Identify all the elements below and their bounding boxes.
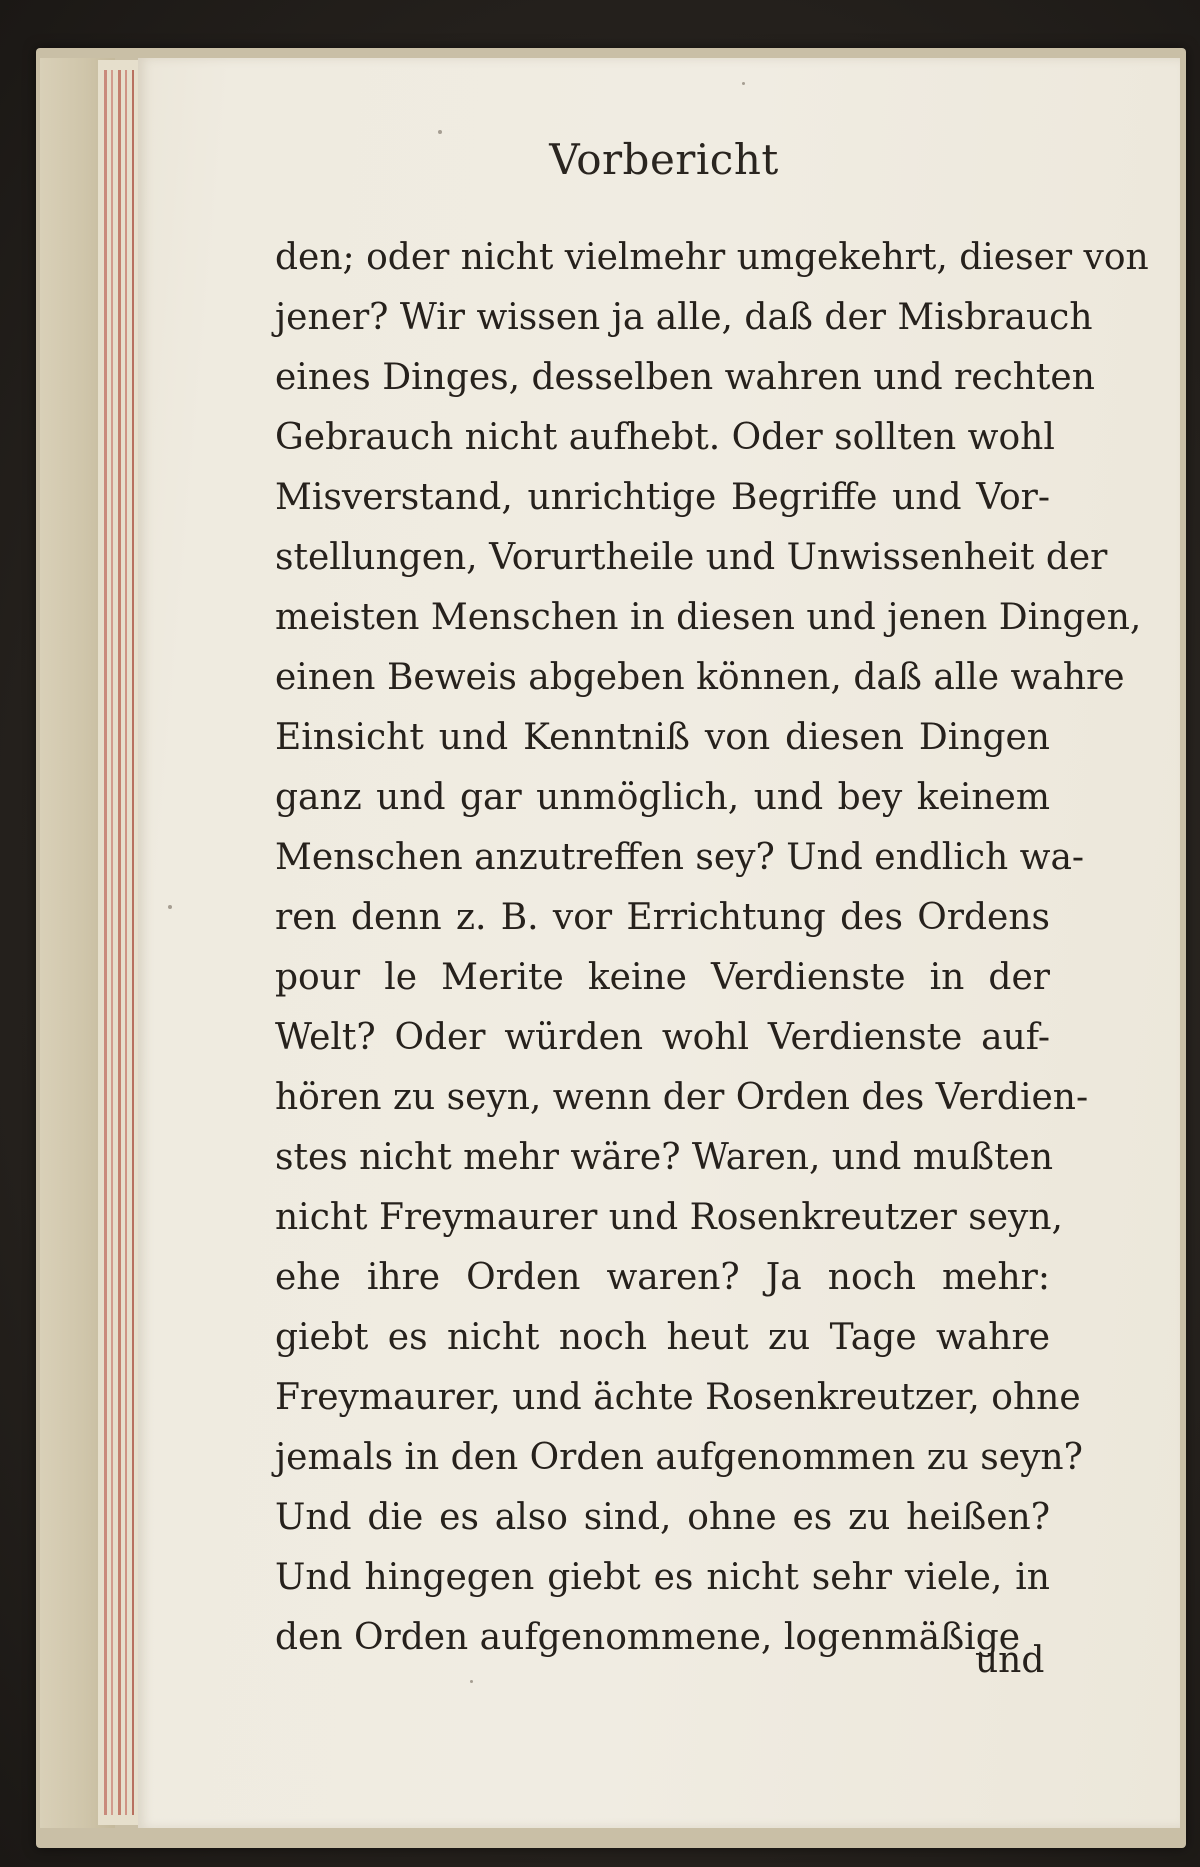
catchword: und <box>975 1640 1045 1681</box>
fore-edge-line <box>104 70 107 1815</box>
text-line: Und die es also sind, ohne es zu heißen? <box>275 1497 1050 1538</box>
text-line: Welt? Oder würden wohl Verdienste auf- <box>275 1017 1050 1058</box>
running-head-text: Vorbericht <box>549 135 779 184</box>
text-line: eines Dinges, desselben wahren und rechten <box>275 357 1095 398</box>
text-line: ganz und gar unmöglich, und bey keinem <box>275 777 1050 818</box>
fore-edge-line <box>111 70 113 1815</box>
paper-speck <box>168 905 172 909</box>
fore-edge-line <box>125 70 127 1815</box>
text-line: Menschen anzutreffen sey? Und endlich wa- <box>275 837 1085 878</box>
text-line: jener? Wir wissen ja alle, daß der Misbrauch <box>275 297 1093 338</box>
paper-speck <box>438 130 442 134</box>
text-line: nicht Freymaurer und Rosenkreutzer seyn, <box>275 1197 1063 1238</box>
fore-edge-line <box>118 70 121 1815</box>
text-line: meisten Menschen in diesen und jenen Dingen, <box>275 597 1142 638</box>
text-line: Einsicht und Kenntniß von diesen Dingen <box>275 717 1050 758</box>
text-line: stellungen, Vorurtheile und Unwissenheit der <box>275 537 1108 578</box>
text-line: jemals in den Orden aufgenommen zu seyn? <box>275 1437 1083 1478</box>
running-head <box>0 135 1200 184</box>
text-line: den; oder nicht vielmehr umgekehrt, dieser von <box>275 237 1149 278</box>
text-line: Gebrauch nicht aufhebt. Oder sollten wohl <box>275 417 1055 458</box>
text-line: Freymaurer, und ächte Rosenkreutzer, ohne <box>275 1377 1081 1418</box>
text-line: giebt es nicht noch heut zu Tage wahre <box>275 1317 1050 1358</box>
text-line: hören zu seyn, wenn der Orden des Verdien- <box>275 1077 1089 1118</box>
text-line: den Orden aufgenommene, logenmäßige <box>275 1617 1021 1658</box>
text-line: Und hingegen giebt es nicht sehr viele, in <box>275 1557 1050 1598</box>
text-line: stes nicht mehr wäre? Waren, und mußten <box>275 1137 1054 1178</box>
paper-speck <box>470 1680 473 1683</box>
fore-edge-line <box>132 70 134 1815</box>
text-line: Misverstand, unrichtige Begriffe und Vor- <box>275 477 1050 518</box>
text-line: ehe ihre Orden waren? Ja noch mehr: <box>275 1257 1050 1298</box>
paper-speck <box>742 82 745 85</box>
body-text <box>275 228 1149 1668</box>
text-line: ren denn z. B. vor Errichtung des Ordens <box>275 897 1050 938</box>
text-line: pour le Merite keine Verdienste in der <box>275 957 1050 998</box>
text-line: einen Beweis abgeben können, daß alle wahre <box>275 657 1125 698</box>
